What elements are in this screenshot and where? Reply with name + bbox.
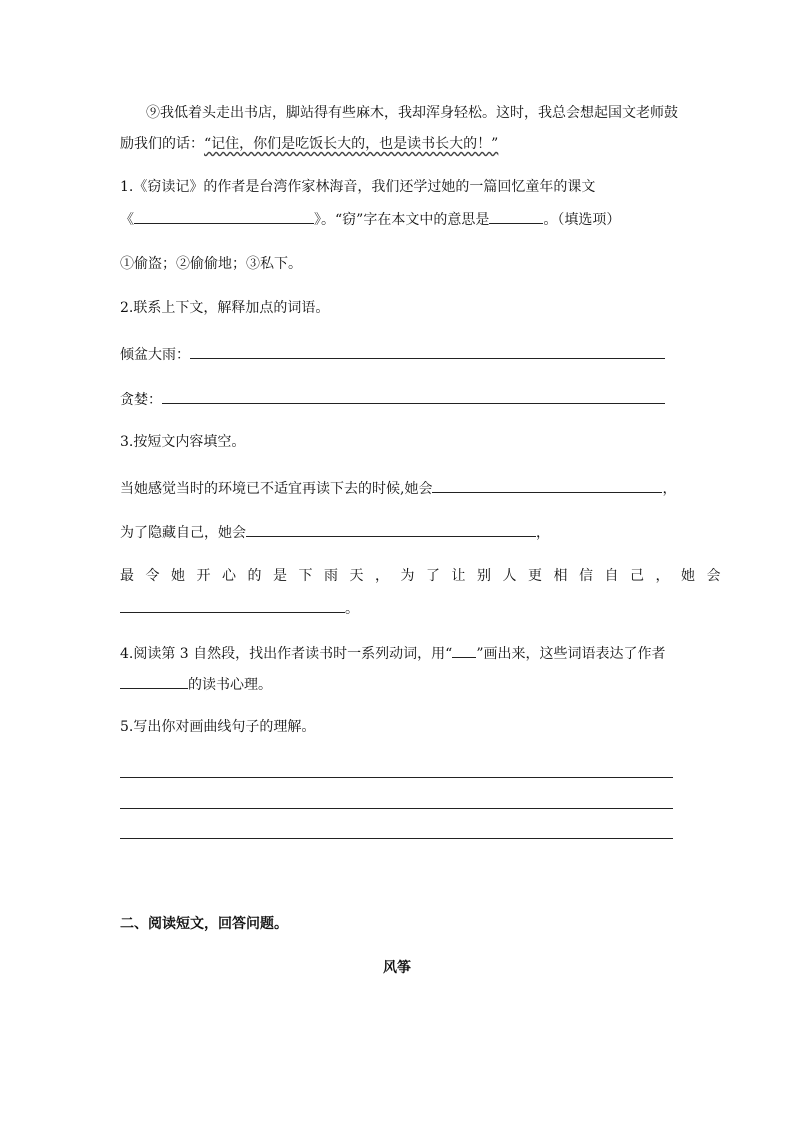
question-1-line2 — [120, 208, 620, 230]
question-2-term1 — [120, 343, 665, 365]
q4-text-b: ”画出来，这些词语表达了作者 — [476, 646, 666, 662]
q4-underline-sample — [452, 642, 476, 658]
answer-line-3[interactable] — [120, 838, 673, 839]
blank-term1[interactable] — [190, 343, 665, 359]
passage-p9-line2 — [120, 134, 498, 154]
section-2-heading: 二、阅读短文，回答问题。 — [120, 916, 288, 932]
answer-line-1[interactable] — [120, 777, 673, 778]
blank-meaning[interactable] — [489, 208, 543, 224]
s1-text: 当她感觉当时的环境已不适宜再读下去的时候,她会 — [120, 481, 433, 497]
s1-end: ， — [662, 481, 677, 497]
blank-s2[interactable] — [246, 521, 536, 537]
passage-p9-line1: ⑨我低着头走出书店，脚站得有些麻木，我却浑身轻松。这时，我总会想起国文老师鼓 — [146, 105, 678, 121]
passage-p9-quote: “记住，你们是吃饭长大的，也是读书长大的！” — [204, 136, 499, 152]
question-5-title: 5.写出你对画曲线句子的理解。 — [120, 719, 316, 735]
story-title: 风筝 — [383, 960, 411, 976]
passage-p9-prefix: 励我们的话： — [120, 136, 204, 152]
question-1-line1: 1.《窃读记》的作者是台湾作家林海音，我们还学过她的一篇回忆童年的课文 — [120, 179, 596, 195]
question-3-s1 — [120, 477, 676, 499]
answer-line-2[interactable] — [120, 808, 673, 809]
term-label-1: 倾盆大雨： — [120, 347, 190, 363]
blank-book-title[interactable] — [134, 208, 314, 224]
blank-q4[interactable] — [120, 673, 188, 689]
question-3-title: 3.按短文内容填空。 — [120, 434, 246, 450]
question-1-mid: 》。“窃”字在本文中的意思是 — [314, 212, 490, 228]
question-1-end: 。（填选项） — [543, 212, 621, 228]
question-4-line2 — [120, 673, 272, 695]
question-2-term2 — [120, 388, 665, 410]
q4-text-a: 4.阅读第 3 自然段，找出作者读书时一系列动词，用“ — [120, 646, 453, 662]
blank-s1[interactable] — [432, 477, 662, 493]
question-4-line1 — [120, 642, 666, 664]
blank-s3[interactable] — [120, 597, 345, 613]
s2-end: ， — [536, 525, 550, 541]
blank-term2[interactable] — [162, 388, 665, 404]
book-title-open: 《 — [120, 212, 134, 228]
s3-end: 。 — [345, 601, 359, 617]
question-2-title: 2.联系上下文，解释加点的词语。 — [120, 300, 330, 316]
q4-line2-end: 的读书心理。 — [188, 677, 272, 693]
question-3-s3: 最令她开心的是下雨天，为了让别人更相信自己，她会 — [120, 568, 732, 584]
question-1-options: ①偷盗；②偷偷地；③私下。 — [120, 256, 302, 272]
term-label-2: 贪婪： — [120, 392, 162, 408]
question-3-s2 — [120, 521, 550, 543]
s2-text: 为了隐藏自己，她会 — [120, 525, 246, 541]
question-3-s3-line2 — [120, 597, 359, 619]
